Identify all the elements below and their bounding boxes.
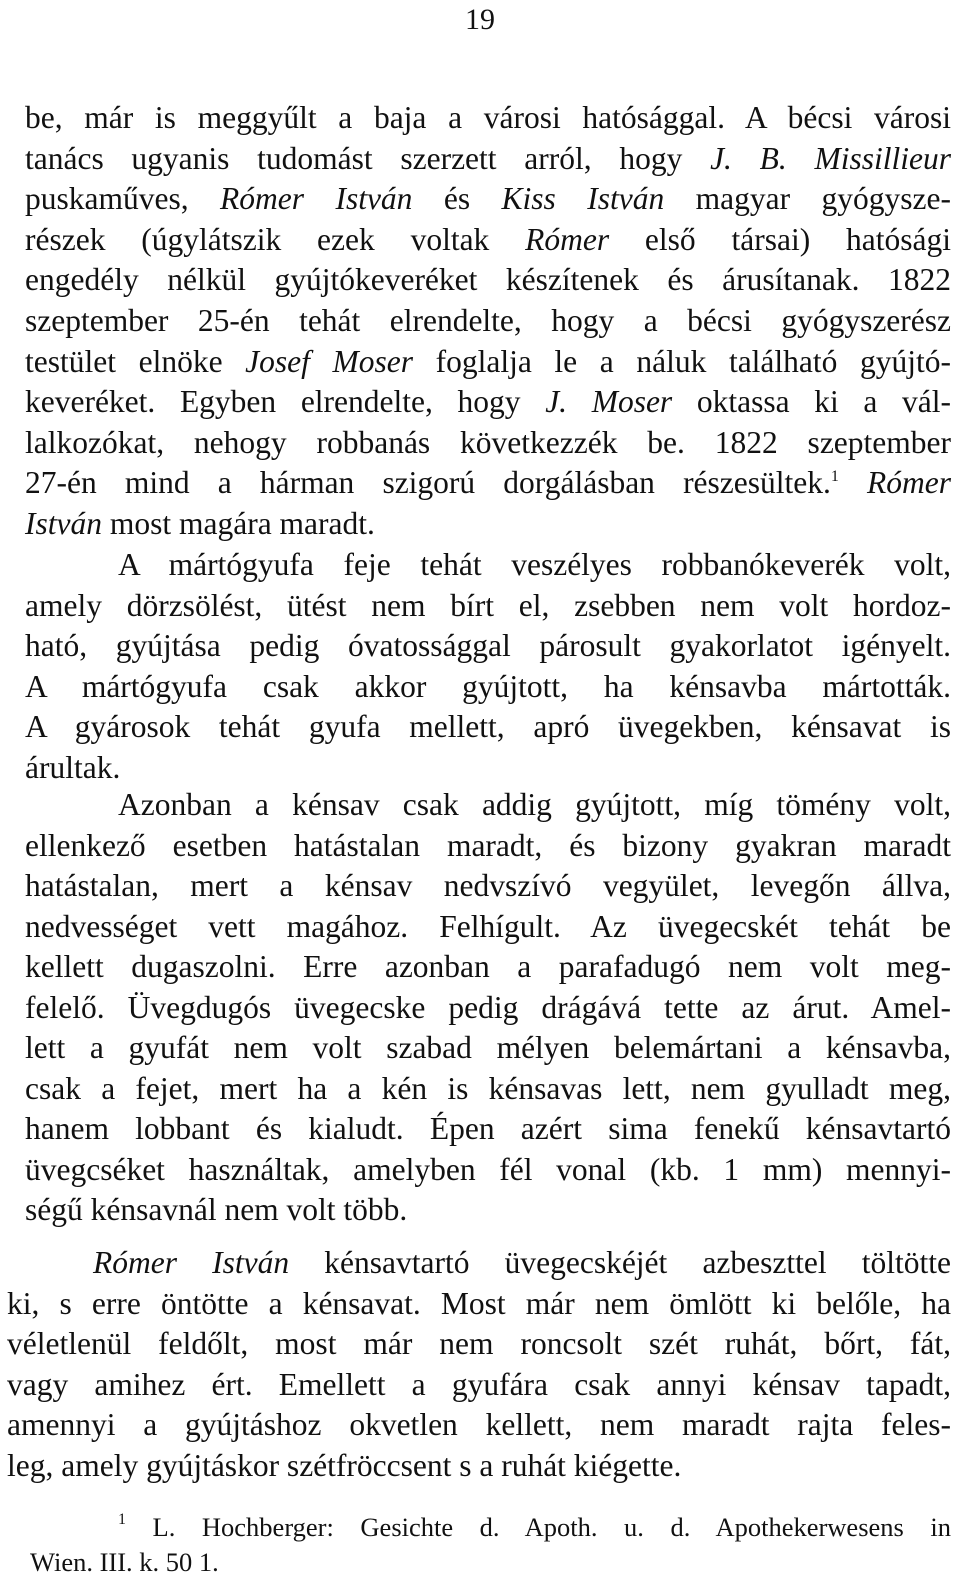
text-run: Wien. III. k. 50 1. — [30, 1547, 219, 1577]
text-run: lalkozókat, nehogy robbanás következzék be. 1822 szeptember — [25, 424, 951, 460]
text-line — [25, 301, 951, 341]
text-run: A gyárosok tehát gyufa mellett, apró üvegekben, kénsavat is — [25, 709, 951, 745]
text-line — [25, 1069, 951, 1109]
text-line — [118, 1507, 951, 1547]
text-run — [839, 465, 867, 500]
italic-name: Kiss István — [501, 181, 665, 217]
text-line — [25, 1028, 951, 1068]
text-line — [25, 220, 951, 260]
text-line — [25, 1150, 951, 1190]
text-run: leg, amely gyújtáskor szétfröccsent s a ruhát kiégette. — [7, 1448, 682, 1483]
text-line — [25, 826, 951, 866]
text-line — [25, 707, 951, 747]
text-line — [93, 1243, 951, 1283]
text-run: keveréket. Egyben elrendelte, hogy — [25, 384, 546, 420]
text-line — [118, 545, 951, 585]
text-run: puskaműves, — [25, 181, 221, 217]
text-line — [25, 866, 951, 906]
text-line — [25, 463, 951, 503]
text-line — [25, 504, 951, 544]
italic-name: Rómer István — [93, 1245, 290, 1280]
text-line — [25, 382, 951, 422]
text-line — [118, 785, 951, 825]
text-run: üvegcséket használtak, amelyben fél vonal (kb. 1 mm) mennyi- — [25, 1151, 951, 1187]
footnote-marker: 1 — [118, 1511, 126, 1528]
text-run: magyar gyógysze- — [664, 181, 951, 217]
text-run: amennyi a gyújtáshoz okvetlen kellett, nem maradt rajta feles- — [7, 1407, 951, 1443]
text-line — [25, 988, 951, 1028]
text-run: be, már is meggyűlt a baja a városi hatósággal. A bécsi városi — [25, 100, 951, 135]
italic-name: István — [25, 506, 102, 541]
text-run: hatástalan, mert a kénsav nedvszívó vegyület, levegőn állva, — [25, 868, 951, 903]
text-run: árultak. — [25, 750, 121, 785]
text-line — [25, 586, 951, 626]
text-line — [25, 342, 951, 382]
text-run: csak a fejet, mert ha a kén is kénsavas lett, nem gyulladt meg, — [25, 1070, 951, 1106]
text-line — [25, 667, 951, 707]
text-run: felelő. Üvegdugós üvegecske pedig drágává tette az árut. Amel- — [25, 989, 951, 1025]
page-number: 19 — [465, 3, 495, 36]
text-run: tanács ugyanis tudomást szerzett arról, hogy — [25, 140, 711, 176]
text-run: vagy amihez ért. Emellett a gyufára csak annyi kénsav tapadt, — [7, 1366, 951, 1402]
italic-name: J. B. Missillieur — [710, 140, 951, 176]
text-run: hanem lobbant és kialudt. Épen azért sima fenekű kénsavtartó — [25, 1111, 951, 1146]
text-run: első társai) hatósági — [609, 221, 951, 257]
text-line — [25, 260, 951, 300]
text-line — [25, 626, 951, 666]
text-line — [7, 1446, 951, 1486]
text-line — [7, 1405, 951, 1445]
text-run: lett a gyufát nem volt szabad mélyen belemártani a kénsavba, — [25, 1030, 951, 1065]
text-line — [30, 1542, 219, 1582]
text-line — [25, 1109, 951, 1149]
text-run: szeptember 25-én tehát elrendelte, hogy a bécsi gyógyszerész — [25, 303, 951, 338]
text-line — [7, 1365, 951, 1405]
italic-name: Rómer — [525, 221, 610, 257]
text-run: ható, gyújtása pedig óvatossággal párosult gyakorlatot igényelt. — [25, 628, 951, 664]
text-run: A mártógyufa csak akkor gyújtott, ha kénsavba mártották. — [25, 668, 951, 704]
text-run: és — [412, 181, 502, 217]
text-line — [7, 1324, 951, 1364]
text-line — [7, 1284, 951, 1324]
text-run: 27-én mind a hárman szigorú dorgálásban részesültek. — [25, 465, 831, 501]
text-run: oktassa ki a vál- — [672, 384, 951, 420]
text-run: L. Hochberger: Gesichte d. Apoth. u. d. Apothekerwesens in — [126, 1512, 951, 1542]
italic-name: J. Moser — [545, 384, 673, 420]
italic-name: Rómer István — [220, 181, 413, 217]
text-line — [25, 98, 951, 138]
text-line — [25, 423, 951, 463]
text-line — [25, 1190, 951, 1230]
text-run: ellenkező esetben hatástalan maradt, és bizony gyakran maradt — [25, 827, 951, 863]
text-run: ségű kénsavnál nem volt több. — [25, 1192, 408, 1227]
text-run: Azonban a kénsav csak addig gyújtott, míg tömény volt, — [118, 787, 951, 822]
italic-name: Rómer — [867, 465, 952, 501]
text-run: amely dörzsölést, ütést nem bírt el, zsebben nem volt hordoz- — [25, 587, 951, 623]
text-run: részek (úgylátszik ezek voltak — [25, 221, 526, 257]
text-line — [25, 947, 951, 987]
text-run: nedvességet vett magához. Felhígult. Az üvegecskét tehát be — [25, 908, 951, 944]
italic-name: Josef Moser — [245, 343, 413, 379]
text-line — [25, 907, 951, 947]
text-run: engedély nélkül gyújtókeveréket készítenek és árusítanak. 1822 — [25, 262, 951, 298]
text-run: foglalja le a náluk található gyújtó- — [413, 343, 951, 379]
text-line — [25, 748, 951, 788]
text-run: kénsavtartó üvegecskéjét azbeszttel töltötte — [289, 1245, 951, 1280]
text-run: kellett dugaszolni. Erre azonban a parafadugó nem volt meg- — [25, 949, 951, 984]
text-run: most magára maradt. — [101, 506, 375, 541]
text-run: A mártógyufa feje tehát veszélyes robbanókeverék volt, — [118, 547, 951, 582]
footnote-marker: 1 — [830, 468, 839, 486]
text-line — [25, 179, 951, 219]
text-run: véletlenül feldőlt, most már nem roncsolt szét ruhát, bőrt, fát, — [7, 1326, 951, 1362]
text-line — [25, 139, 951, 179]
text-run: testület elnöke — [25, 343, 246, 379]
text-run: ki, s erre öntötte a kénsavat. Most már nem ömlött ki belőle, ha — [7, 1285, 951, 1321]
